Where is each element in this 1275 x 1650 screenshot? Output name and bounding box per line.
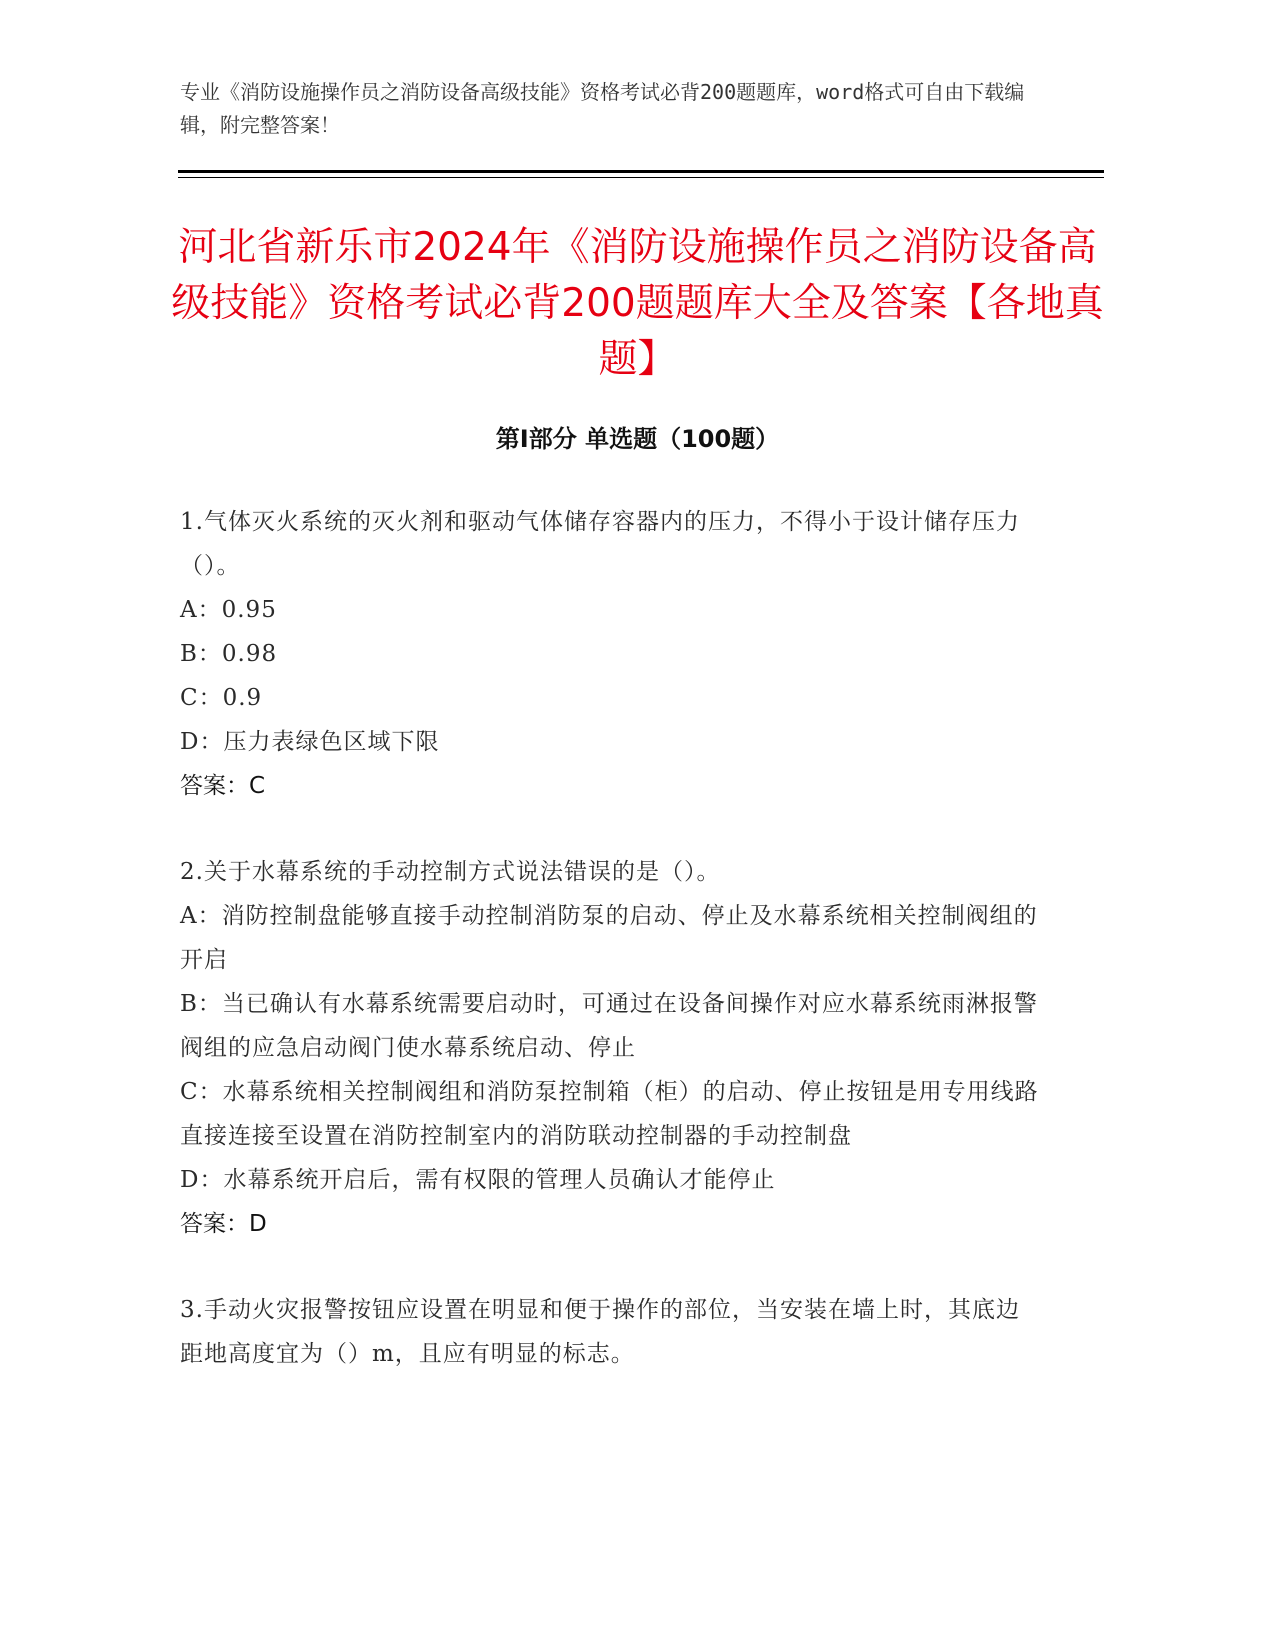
question-text: 2.关于水幕系统的手动控制方式说法错误的是（）。 [180, 859, 721, 885]
question-1 [180, 500, 1040, 808]
answer: 答案：C [180, 773, 266, 799]
section-title: 第I部分 单选题（100题） [495, 425, 780, 453]
option-c: C：水幕系统相关控制阀组和消防泵控制箱（柜）的启动、停止按钮是用专用线路直接连接至设置在消防控制室内的消防联动控制器的手动控制盘 [180, 1079, 1039, 1149]
option-d: D：水幕系统开启后，需有权限的管理人员确认才能停止 [180, 1167, 776, 1193]
answer: 答案：D [180, 1211, 267, 1237]
option-b: B：当已确认有水幕系统需要启动时，可通过在设备间操作对应水幕系统雨淋报警阀组的应急启动阀门使水幕系统启动、停止 [180, 991, 1038, 1061]
option-a: A：消防控制盘能够直接手动控制消防泵的启动、停止及水幕系统相关控制阀组的开启 [180, 903, 1038, 973]
option-b: B：0.98 [180, 641, 278, 667]
question-text: 1.气体灭火系统的灭火剂和驱动气体储存容器内的压力，不得小于设计储存压力（）。 [180, 509, 1020, 579]
question-3 [180, 1288, 1040, 1376]
option-a: A：0.95 [180, 597, 277, 623]
option-d: D：压力表绿色区域下限 [180, 729, 440, 755]
question-list [180, 500, 1040, 1376]
header-rule-thin [178, 177, 1104, 178]
header-rule-thick [178, 170, 1104, 173]
header-note: 专业《消防设施操作员之消防设备高级技能》资格考试必背200题题库，word格式可自由下载编辑，附完整答案！ [180, 80, 1025, 137]
question-text: 3.手动火灾报警按钮应设置在明显和便于操作的部位，当安装在墙上时，其底边距地高度宜为（）m，且应有明显的标志。 [180, 1297, 1020, 1367]
document-title: 河北省新乐市2024年《消防设施操作员之消防设备高级技能》资格考试必背200题题库大全及答案【各地真题】 [171, 225, 1104, 382]
question-2 [180, 850, 1040, 1246]
option-c: C：0.9 [180, 685, 263, 711]
